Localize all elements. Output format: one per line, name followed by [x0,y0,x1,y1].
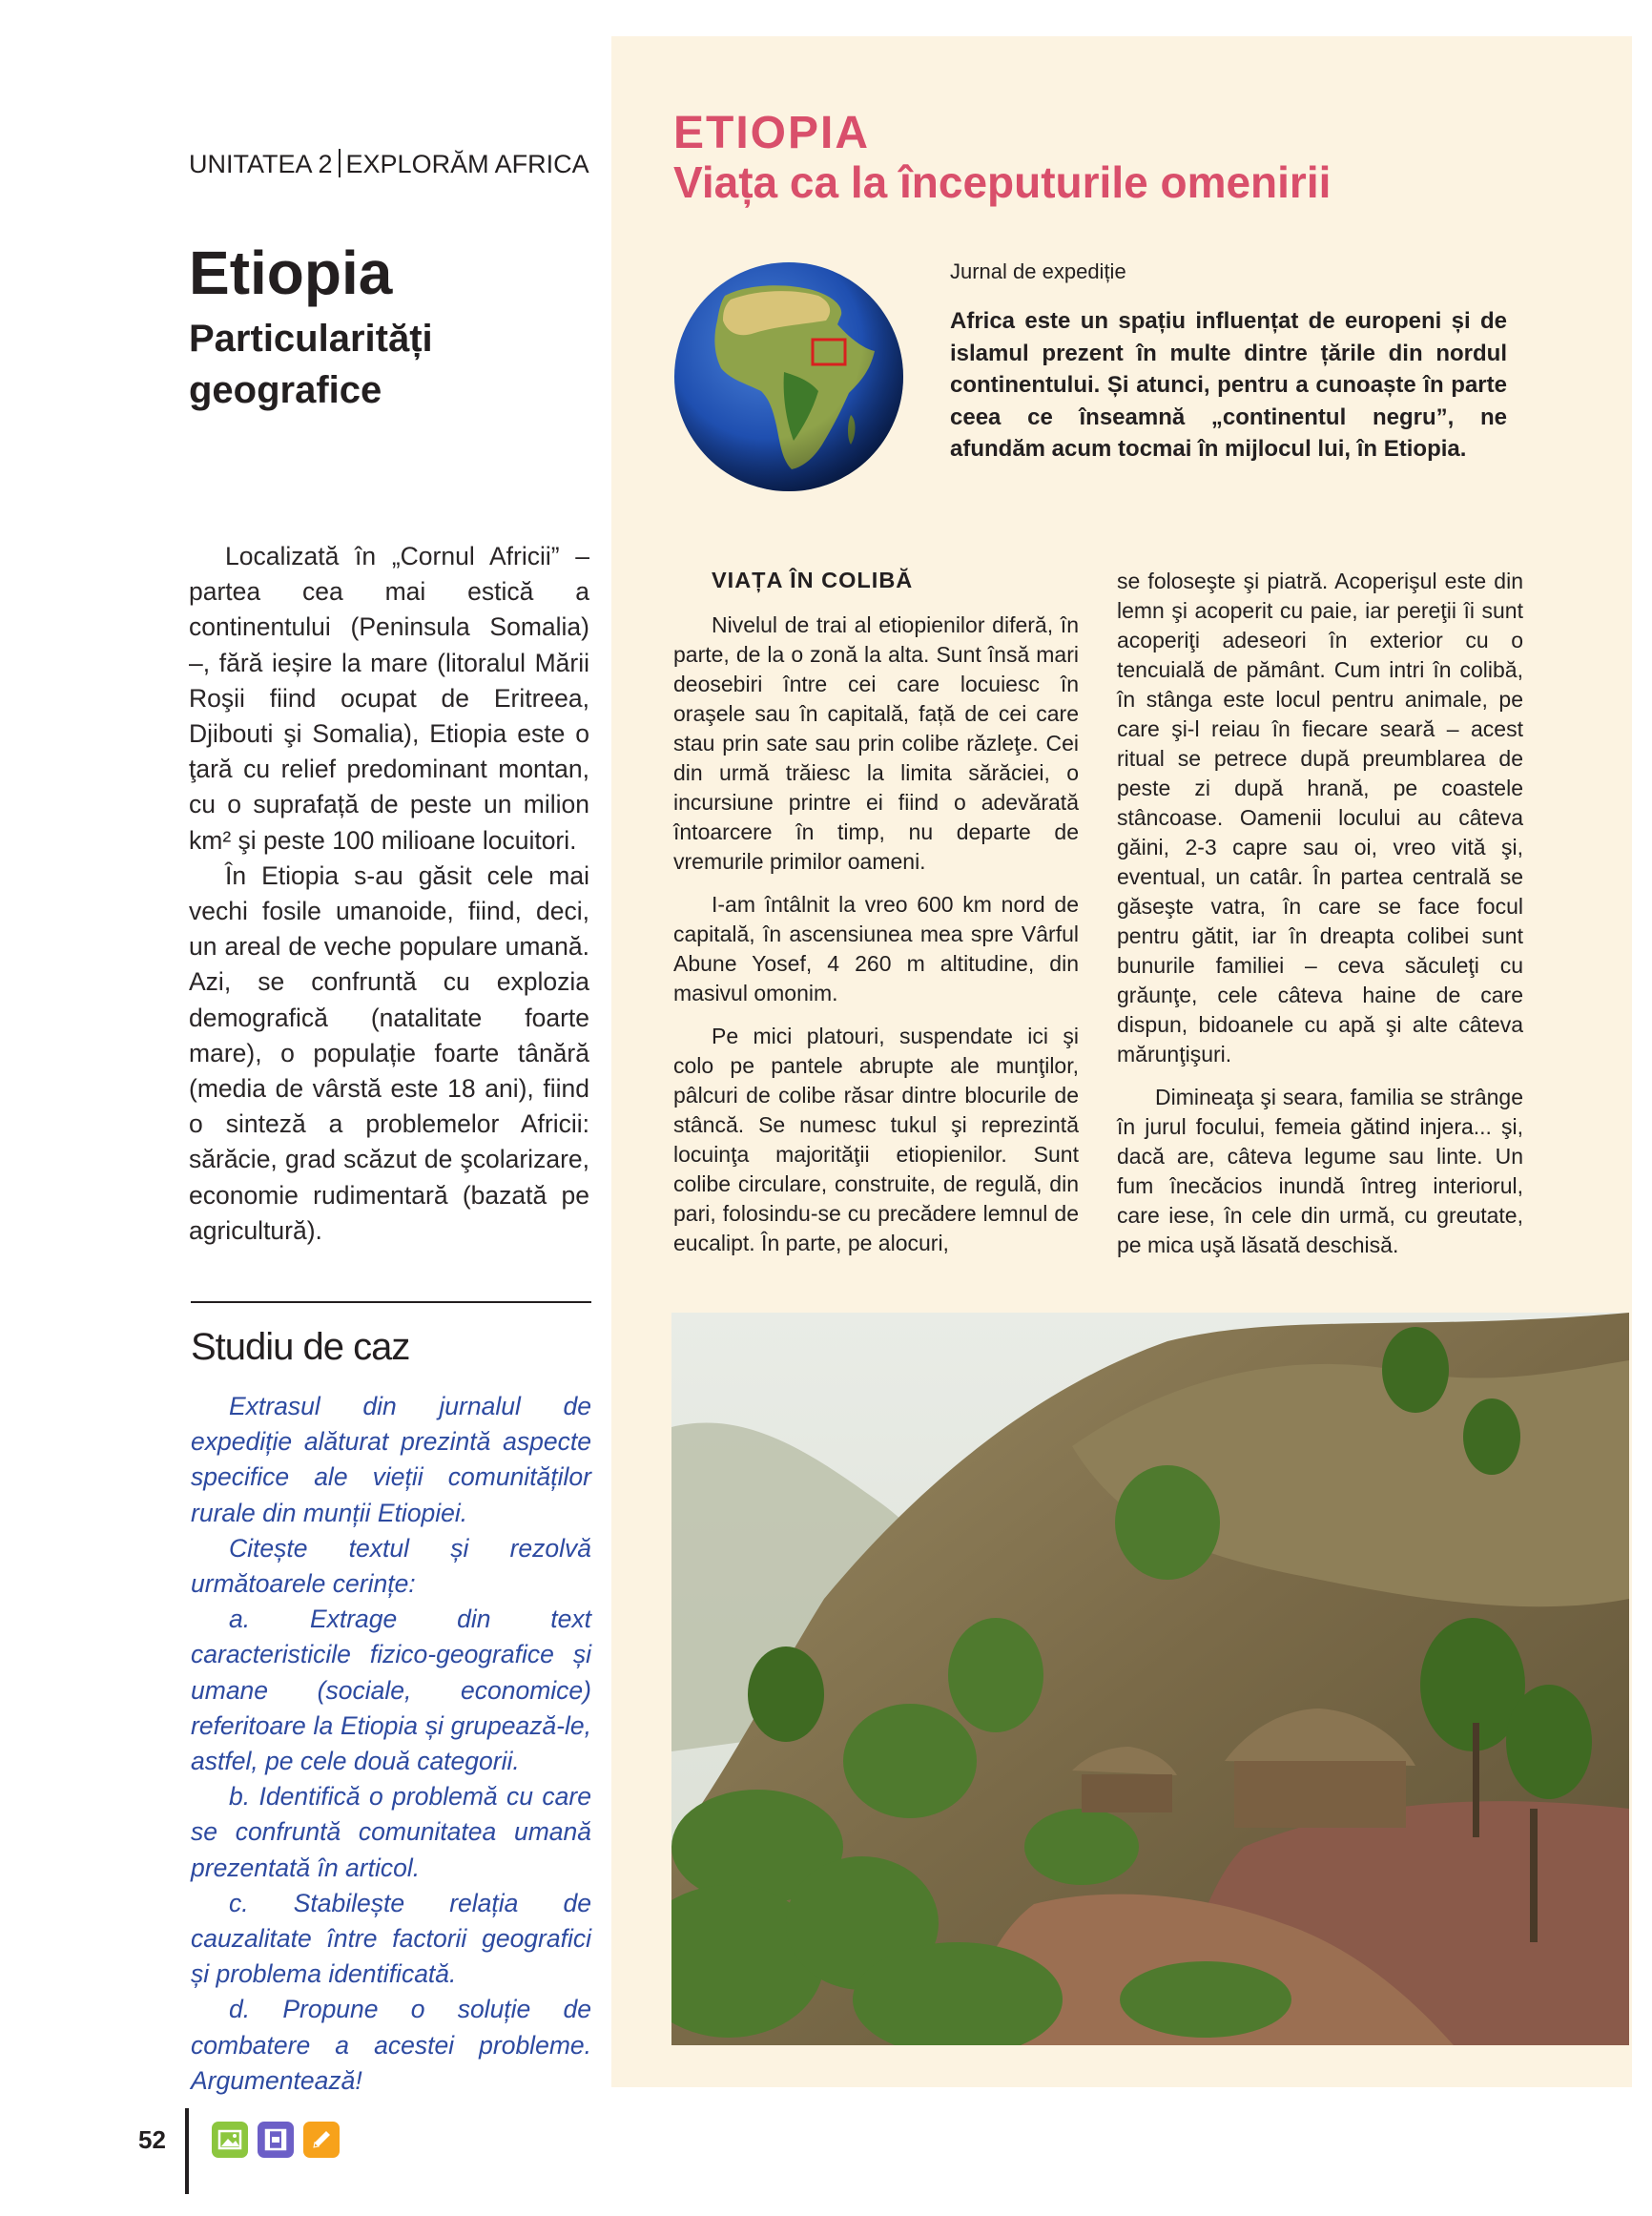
case-study-item [191,1779,591,1886]
intro-paragraph: În Etiopia s-au găsit cele mai vechi fosile umanoide, fiind, deci, un areal de veche populare umană. Azi, se confruntă cu explozia demografică (natalitate foarte mare), o populație foarte tânără (media de vârstă este 18 ani), fiind o sinteză a problemelor Africii: sărăcie, grad scăzut de şcolarizare, economie rudimentară (bazată pe agricultură). [189,860,589,1245]
unit-topic: EXPLORĂM AFRICA [345,150,589,178]
item-text: Propune o soluție de combatere a acestei probleme. Argumentează! [191,1995,591,2095]
journal-label: Jurnal de expediție [950,259,1126,283]
article-paragraph: I-am întâlnit la vreo 600 km nord de capitală, în ascensiunea mea spre Vârful Abune Yosef, 4 260 m altitudine, din masivul omonim. [673,892,1079,1005]
item-letter: d. [229,1995,251,2024]
case-study-paragraph: Extrasul din jurnalul de expediție alăturat prezintă aspecte specifice ale vieții comunităților rurale din munții Etiopiei. [191,1392,591,1527]
case-study-item [191,1992,591,2099]
item-letter: b. [229,1782,251,1812]
item-text: Stabilește relația de cauzalitate între factorii geografici și problema identificată. [191,1888,591,1989]
article-column-1 [673,611,1079,1272]
item-text: Extrage din text caracteristicile fizico-geografice și umane (sociale, economice) referitoare la Etiopia și grupează-le, astfel, pe cele două categorii. [191,1605,591,1776]
page-number: 52 [138,2125,166,2154]
article-paragraph: se foloseşte şi piatră. Acoperişul este din lemn şi acoperit cu paie, iar pereţii îi sunt acoperiţi adeseori în exterior cu o tencuială de pământ. Cum intri în colibă, în stânga este locul pentru animale, pe care şi-l reiau în fiecare seară – acest ritual se petrece după preumblarea de peste zi după hrană, pe coastele stâncoase. Oamenii locului au câteva găini, 2-3 capre sau oi, vreo vită şi, eventual, un catâr. În partea centrală se găseşte vatra, în care se face focul pentru gătit, iar în dreapta colibei sunt bunurile familiei – ceva săculeţi cu grăunţe, cele câteva haine de care dispun, bidoanele cu apă şi alte câteva mărunţişuri. [1117,569,1523,1067]
video-icon[interactable] [258,2122,294,2158]
case-study-item [191,1602,591,1779]
journal-intro: Africa este un spațiu influențat de europeni și de islamul prezent în multe dintre țările din nordul continentului. Și atunci, pentru a cunoaște în parte ceea ce înseamnă „continentul negru”, ne afundăm acum tocmai în mijlocul lui, în Etiopia. [950,308,1507,462]
intro-text [189,539,589,1249]
case-study-text [191,1389,591,2099]
page-subtitle: Particularități geografice [189,318,433,411]
divider [191,1301,591,1303]
case-study-paragraph: Citește textul și rezolvă următoarele cerințe: [191,1533,591,1599]
pencil-icon[interactable] [303,2122,340,2158]
article-heading: ETIOPIA [673,108,871,158]
case-study-item [191,1886,591,1993]
page-title: Etiopia [189,238,393,307]
item-letter: c. [229,1888,249,1917]
africa-globe-image [670,258,908,496]
unit-label: UNITATEA 2 [189,150,333,178]
article-subheading: Viața ca la începuturile omenirii [673,157,1332,207]
image-icon[interactable] [212,2122,248,2158]
unit-separator [339,149,341,177]
unit-header [189,149,589,179]
ethiopia-village-photo [671,1313,1629,2045]
page-number-bar [185,2108,189,2194]
item-text: Identifică o problemă cu care se confruntă comunitatea umană prezentată în articol. [191,1782,591,1882]
article-column-2 [1117,567,1523,1274]
section-title: VIAȚA ÎN COLIBĂ [712,568,914,592]
item-letter: a. [229,1605,251,1634]
case-study-title: Studiu de caz [191,1326,410,1368]
article-paragraph: Pe mici platouri, suspendate ici şi colo pe pantele abrupte ale munţilor, pâlcuri de colibe răsar dintre blocurile de stâncă. Se numesc tukul şi reprezintă locuinţa majorităţii etiopienilor. Sunt colibe circulare, construite, de regulă, din pari, folosindu-se cu precădere lemnul de eucalipt. În parte, pe alocuri, [673,1024,1079,1255]
article-paragraph: Dimineaţa şi seara, familia se strânge în jurul focului, femeia gătind injera... şi, dacă are, câteva legume sau linte. Un fum înecăcios inundă întreg interiorul, care iese, în cele din urmă, cu greutate, pe mica uşă lăsată deschisă. [1117,1085,1523,1257]
article-paragraph: Nivelul de trai al etiopienilor diferă, în parte, de la o zonă la alta. Sunt însă mari deosebiri între cei care locuiesc în oraşele sau în capitală, față de cei care stau prin sate sau prin colibe răzleţe. Cei din urmă trăiesc la limita sărăciei, o incursiune printre ei fiind o adevărată întoarcere în timp, nu departe de vremurile primilor oameni. [673,612,1079,874]
intro-paragraph: Localizată în „Cornul Africii” – partea cea mai estică a continentului (Peninsula Somalia) –, fără ieșire la mare (litoralul Mării Roşii fiind ocupat de Eritreea, Djibouti şi Somalia), Etiopia este o ţară cu relief predominant montan, cu o suprafață de peste un milion km² şi peste 100 milioane locuitori. [189,542,589,855]
